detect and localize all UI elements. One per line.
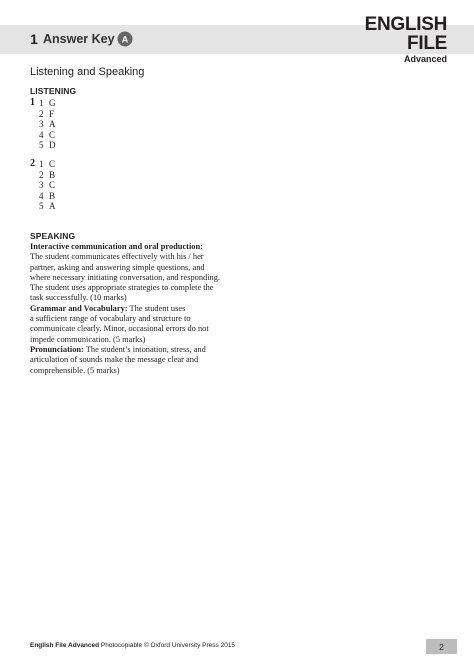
criterion-text: comprehensible. (5 marks) — [30, 365, 120, 375]
item-number: 5 — [39, 140, 44, 150]
answer-row — [30, 201, 69, 212]
item-number: 4 — [39, 190, 44, 201]
criterion-text: The student uses appropriate strategies to complete the — [30, 283, 214, 293]
speaking-criteria — [30, 242, 230, 376]
answer-row — [30, 140, 69, 151]
answer-row — [30, 191, 69, 202]
item-number: 2 — [39, 108, 44, 119]
criterion-text: task successfully. (10 marks) — [30, 293, 127, 303]
footer-copyright — [30, 642, 235, 649]
item-number: 4 — [39, 129, 44, 140]
criterion-text: impede communication. (5 marks) — [30, 334, 146, 344]
unit-number: 1 — [30, 31, 38, 47]
criterion-text: partner, asking and answering simple questions, and — [30, 262, 205, 272]
page-number: 2 — [426, 639, 457, 654]
answer-row — [30, 130, 69, 141]
answer-row — [30, 159, 69, 170]
criterion-line — [30, 304, 230, 314]
footer-rest: Photocopiable © Oxford University Press 2015 — [99, 642, 236, 649]
criterion-title: Interactive communication and oral production: — [30, 242, 203, 251]
exercise-number: 2 — [30, 158, 35, 169]
answer-row — [30, 180, 69, 191]
answer-row — [30, 98, 69, 109]
item-answer: C — [49, 159, 56, 169]
answer-row — [30, 119, 69, 130]
item-number: 3 — [39, 180, 44, 190]
criterion-text: articulation of sounds make the message clear and — [30, 355, 199, 365]
criterion-text: communicate clearly. Minor, occasional errors do not — [30, 324, 209, 334]
criterion-text: The student’s intonation, stress, and — [83, 344, 206, 354]
brand-logo — [327, 14, 447, 64]
criterion-text: a sufficient range of vocabulary and structure to — [30, 314, 191, 324]
criterion-title: Pronunciation: — [30, 344, 84, 354]
item-answer: A — [49, 201, 56, 211]
item-answer: C — [49, 129, 56, 140]
item-answer: A — [49, 119, 56, 129]
item-answer: F — [49, 108, 55, 119]
item-number: 3 — [39, 119, 44, 129]
criterion-text: The student uses — [127, 303, 186, 313]
item-number: 5 — [39, 201, 44, 211]
criterion-text: where necessary initiating conversation, and responding. — [30, 272, 221, 282]
criterion-title: Grammar and Vocabulary: — [30, 303, 128, 313]
brand-subtitle: Advanced — [403, 54, 447, 64]
item-number: 1 — [39, 98, 44, 108]
item-number: 1 — [39, 159, 44, 169]
item-answer: G — [49, 98, 56, 108]
exercise-number: 1 — [30, 97, 35, 108]
unit-label: Answer Key — [43, 32, 115, 46]
listening-heading: LISTENING — [30, 86, 77, 96]
item-answer: C — [49, 180, 56, 190]
brand-title: ENGLISH FILE — [364, 14, 447, 54]
item-answer: D — [49, 140, 56, 150]
criterion-line — [30, 345, 230, 355]
item-answer: B — [49, 169, 56, 180]
answer-row — [30, 170, 69, 181]
criterion-text: The student communicates effectively with his / her — [30, 252, 204, 262]
answer-row — [30, 109, 69, 120]
section-title: Listening and Speaking — [30, 66, 145, 78]
svg-text:A: A — [121, 34, 129, 45]
item-answer: B — [49, 190, 56, 201]
footer-brand: English File Advanced — [30, 642, 100, 649]
speaking-heading: SPEAKING — [30, 231, 76, 241]
exercise-1 — [30, 98, 69, 151]
item-number: 2 — [39, 169, 44, 180]
exercise-2 — [30, 159, 69, 212]
level-a-icon — [117, 31, 133, 47]
